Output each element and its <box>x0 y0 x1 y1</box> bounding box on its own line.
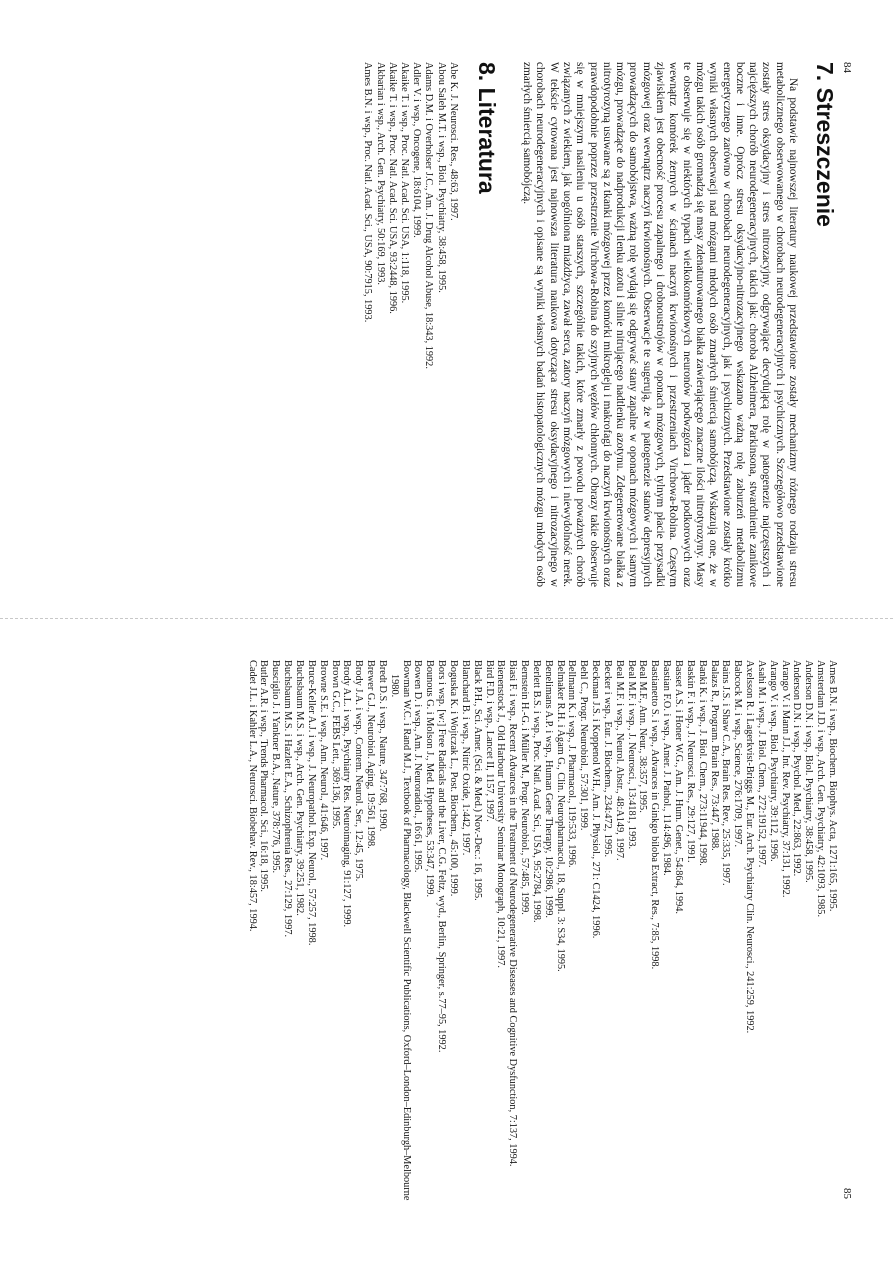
reference-entry: Bowen D. i wsp., Am. J. Neuroradiol., 16:61, 1995. <box>412 660 424 873</box>
reference-entry: Biasi F. i wsp., Recent Advances in the Treatment of Neurodegenerative Diseases and Cognitive Dysfunction, 7:137, 1994. <box>507 660 519 1167</box>
reference-entry: Akaike T. i wsp., Proc. Natl. Acad. Sci. USA, 1:118, 1995. <box>398 62 410 304</box>
left-page-column <box>361 62 838 587</box>
reference-entry: Axelsson R. i Lagerkvist-Briggs M., Eur. Arch. Psychiatry Clin. Neurosci., 241:259, 1992. <box>744 660 756 1034</box>
reference-entry: Beal M.F. i wsp., Neurol. Abstr., 48:A149, 1997. <box>613 660 625 861</box>
reference-entry: Bredt D.S. i wsp., Nature, 347:768, 1990. <box>376 660 388 832</box>
reference-list-right <box>246 660 838 1220</box>
page-number-left: 84 <box>841 62 853 73</box>
reference-entry: Bounous G. i Molson J., Med. Hypotheses, 53:347, 1999. <box>424 660 436 898</box>
reference-entry: Balazs R., Program. Brain Res., 73:447, 1988. <box>708 660 720 851</box>
reference-entry: Asahi M. i wsp., J. Biol. Chem., 272:19152, 1997. <box>755 660 767 868</box>
reference-entry: Bienenstock J., Old Harbour University Seminar Monograph, 10:21, 1997. <box>495 660 507 969</box>
reference-entry: Benelimans A.P. i wsp., Human Gene Therapy, 10:2986, 1999. <box>542 660 554 918</box>
reference-entry: Banki K. i wsp., J. Biol. Chem., 273:11944, 1998. <box>696 660 708 866</box>
reference-entry: Belmaker R.H. i Agam G., Clin. Neuropharmacol., 18, Suppl. 3: S34, 1995. <box>554 660 566 972</box>
reference-entry: Beckman J.S. i Koppenol W.H., Am. J. Physiol., 271: C1424, 1996. <box>590 660 602 939</box>
reference-entry: Brody J.A. i wsp., Contem. Neurol. Ser., 12:45, 1975. <box>353 660 365 882</box>
reference-entry: Bruce-Keller A.J. i wsp., J. Neuropathol. Exp. Neurol., 57:257, 1998. <box>305 660 317 946</box>
reference-entry: Arango V. i Mann J.J., Int. Rev. Psychiatry, 37:131, 1992. <box>779 660 791 898</box>
reference-entry: Browne S.E. i wsp., Ann. Neurol., 41:646, 1997. <box>317 660 329 861</box>
reference-entry: Brown G.C., FEBS Lett., 369:136, 1995. <box>329 660 341 829</box>
reference-entry: Boguska K. i Wojtczak L., Post. Biochem., 45:100, 1999. <box>448 660 459 897</box>
reference-entry: Amsterdam J.D. i wsp., Arch. Gen. Psychiatry, 42:1093, 1985. <box>815 660 827 918</box>
page-gutter <box>0 618 893 619</box>
reference-entry: Akaike T. i wsp., Proc. Natl. Acad. Sci. USA, 93:2448, 1996. <box>386 62 398 314</box>
reference-entry: Abou Saleh M.T. i wsp., Biol. Psychiatry, 38:458, 1995. <box>435 62 447 293</box>
reference-entry: Black P.H., Sci. Amer. (Sci. & Med.) Nov.-Dec.: 16, 1995. <box>471 660 483 901</box>
reference-entry: Bains J.S. i Shaw C.A., Brain Res. Rev., 25:335, 1997. <box>720 660 732 886</box>
reference-entry: Ames B.N. i wsp., Biochem. Biophys. Acta, 1271:165, 1995. <box>827 660 838 912</box>
reference-entry: Cadet J.L. i Kahler L.A., Neurosci. Biobehav. Rev., 18:457, 1994. <box>246 660 258 932</box>
reference-entry: Brody A.L. i wsp., Psychiatry Res. Neuroimaging, 91:127, 1999. <box>341 660 353 928</box>
reference-entry: Basset A.S. i Honer W.G., Am. J. Hum. Genet., 54:864, 1994. <box>673 660 685 914</box>
reference-entry: Bastianetto S. i wsp., Advances in Ginkgo biloba Extract, Res., 7:85, 1998. <box>649 660 661 970</box>
reference-entry: Bowman W.C. i Rand M.J., Textbook of Pharmacology, Blackwell Scientific Publications, Oxford–London–Edinburgh–Melbourne 1980. <box>388 660 412 1201</box>
reference-entry: Bellmann K. i wsp., J. Pharmacol., 119:533, 1996. <box>566 660 578 868</box>
reference-entry: Bird F.D. i wsp., Lancet II, 1157, 1997. <box>483 660 495 822</box>
summary-paragraph: Na podstawie najnowszej literatury naukowej przedstawione zostały mechanizmy różnego rodzaju stresu metabolicznego obserwowanego w chorobach neurodegeneracyjnych i psychicznych. Szczegółowo przedstawione zostały stres oksydacyjny i stres nitrozacyjny, odgrywające decydującą rolę w patogenezie najczęstszych i najcięższych chorób neurodegeneracyjnych, takich jak: choroba Alzheimera, Parkinsona, stwardnienie zanikowe boczne i inne. Oprócz stresu oksydacyjno-nitrozacyjnego wskazano ważną rolę zaburzeń metabolizmu energetycznego zarówno w chorobach neurodegeneracyjnych, jak i psychicznych. Przedstawione zostały krótko wyniki własnych obserwacji nad mózgami młodych osób zmarłych śmiercią samobójczą. Wskazują one, że w mózgu takich osób gromadzą się masy zdenaturowanego białka zawierającego znaczne ilości nitrotyrozyny. Masy te obserwuje się w niektórych typach wielkokomórkowych neuronów podwzgórza i jąder podkorowych oraz wewnątrz komórek żernych w ścianach naczyń krwionośnych i przestrzeniach Virchowa-Robina. Częstym zjawiskiem jest obecność procesu zapalnego i drobnoustrojów w oponach mózgowych, tylnym płacie przysadki mózgowej oraz wewnątrz naczyń krwionośnych. Obserwacje te sugerują, że w patogenezie stanów depresyjnych prowadzących do samobójstwa, ważną rolę wydają się odgrywać stany zapalne w oponach mózgowych i samym mózgu, prowadzące do nadprodukcji tlenku azotu i silnie nitrującego nadtlenku azotynu. Zdegenerowane białka z nitrotyrozyną usuwane są z tkanki mózgowej przez komórki mikrogleju i makrofagi do naczyń krwionośnych oraz prawdopodobnie poprzez przestrzenie Virchowa-Robina do szyjnych węzłów chłonnych. Obrazy takie obserwuje się w mniejszym nasileniu u osób starszych, szczególnie takich, które zmarły z powodu poważnych chorób związanych z wiekiem, jak uogólniona miażdżyca, zawał serca, zatory naczyń mózgowych i niewydolność nerek. W tekście cytowana jest najnowsza literatura naukowa dotycząca stresu oksydacyjnego i nitrozacyjnego w chorobach neurodegeneracyjnych i opisane są wyniki własnych badań histopatologicznych mózgu młodych osób zmarłych śmiercią samobójczą. <box>521 62 799 587</box>
reference-entry: Baskin F. i wsp., J. Neurosci. Res., 29:127, 1991. <box>684 660 696 863</box>
reference-entry: Abe K. J. Neurosci. Res., 48:63, 1997. <box>447 62 459 221</box>
reference-entry: Buchsbaum M.S. i Hazlett E.A., Schizophrenia Res., 27:129, 1997. <box>282 660 294 938</box>
reference-entry: Arango V. i wsp., Biol. Psychiatry, 39:112, 1996. <box>767 660 779 862</box>
reference-entry: Ames B.N. i wsp., Proc. Natl. Acad. Sci., USA, 90:7915, 1993. <box>362 62 374 323</box>
reference-entry: Anderson D.N. i wsp., Psychol. Med., 22:863, 1992. <box>791 660 803 877</box>
right-page-column <box>246 660 838 1220</box>
reference-entry: Buchsbaum M.S. i wsp., Arch. Gen. Psychiatry, 39:251, 1982. <box>294 660 306 916</box>
reference-entry: Beal M.F., Ann. Neur., 38:357, 1995. <box>637 660 649 813</box>
reference-entry: Brewer G.J., Neurobiol. Aging, 19:561, 1998. <box>365 660 377 849</box>
reference-entry: Busciglio J. i Yankner B.A., Nature, 378:776, 1995. <box>270 660 282 874</box>
reference-entry: Becker i wsp., Eur. J. Biochem., 234:472, 1995. <box>601 660 613 858</box>
reference-entry: Bors i wsp. [w:] Free Radicals and the Liver, C.G. Feltz, wyd., Berlin, Springer, s.77–95, 1992. <box>436 660 448 1053</box>
reference-list-left <box>361 62 459 587</box>
reference-entry: Adams D.M. i Overholser J.C., Am. J. Drug Alcohol Abuse, 18:343, 1992. <box>423 62 435 369</box>
reference-entry: Beal M.F. i wsp., J. Neurosci., 13:4181, 1993. <box>625 660 637 850</box>
literature-heading: 8. Literatura <box>473 62 500 194</box>
reference-entry: Butler A.R. i wsp., Trends Pharmacol. Sci., 16:18, 1995. <box>258 660 270 892</box>
reference-entry: Behl C., Progr. Neurobiol., 57:301, 1999. <box>578 660 590 831</box>
reference-entry: Anderson D.N. i wsp., Biol. Psychiatry, 38:458, 1995. <box>803 660 815 883</box>
reference-entry: Adler V. i wsp., Oncogene, 18:6104, 1999. <box>411 62 423 238</box>
reference-entry: Berlett B.S. i wsp., Proc. Natl. Acad. Sci., USA, 95:2784, 1998. <box>530 660 542 923</box>
summary-heading: 7. Streszczenie <box>812 62 838 227</box>
reference-entry: Babcock M. i wsp., Science, 276:1709, 1997. <box>732 660 744 848</box>
reference-entry: Akbarian i wsp., Arch. Gen. Psychiatry, 50:169, 1993. <box>374 62 386 285</box>
page-number-right: 85 <box>841 1188 853 1199</box>
reference-entry: Bernstein H.-G. i Müller M., Progr. Neurobiol., 57:485, 1999. <box>519 660 531 915</box>
reference-entry: Blanchard B. i wsp., Nitric Oxide, 1:442, 1997. <box>459 660 471 856</box>
reference-entry: Bastian F.O. i wsp., Amer. J. Pathol., 114:496, 1984. <box>661 660 673 876</box>
